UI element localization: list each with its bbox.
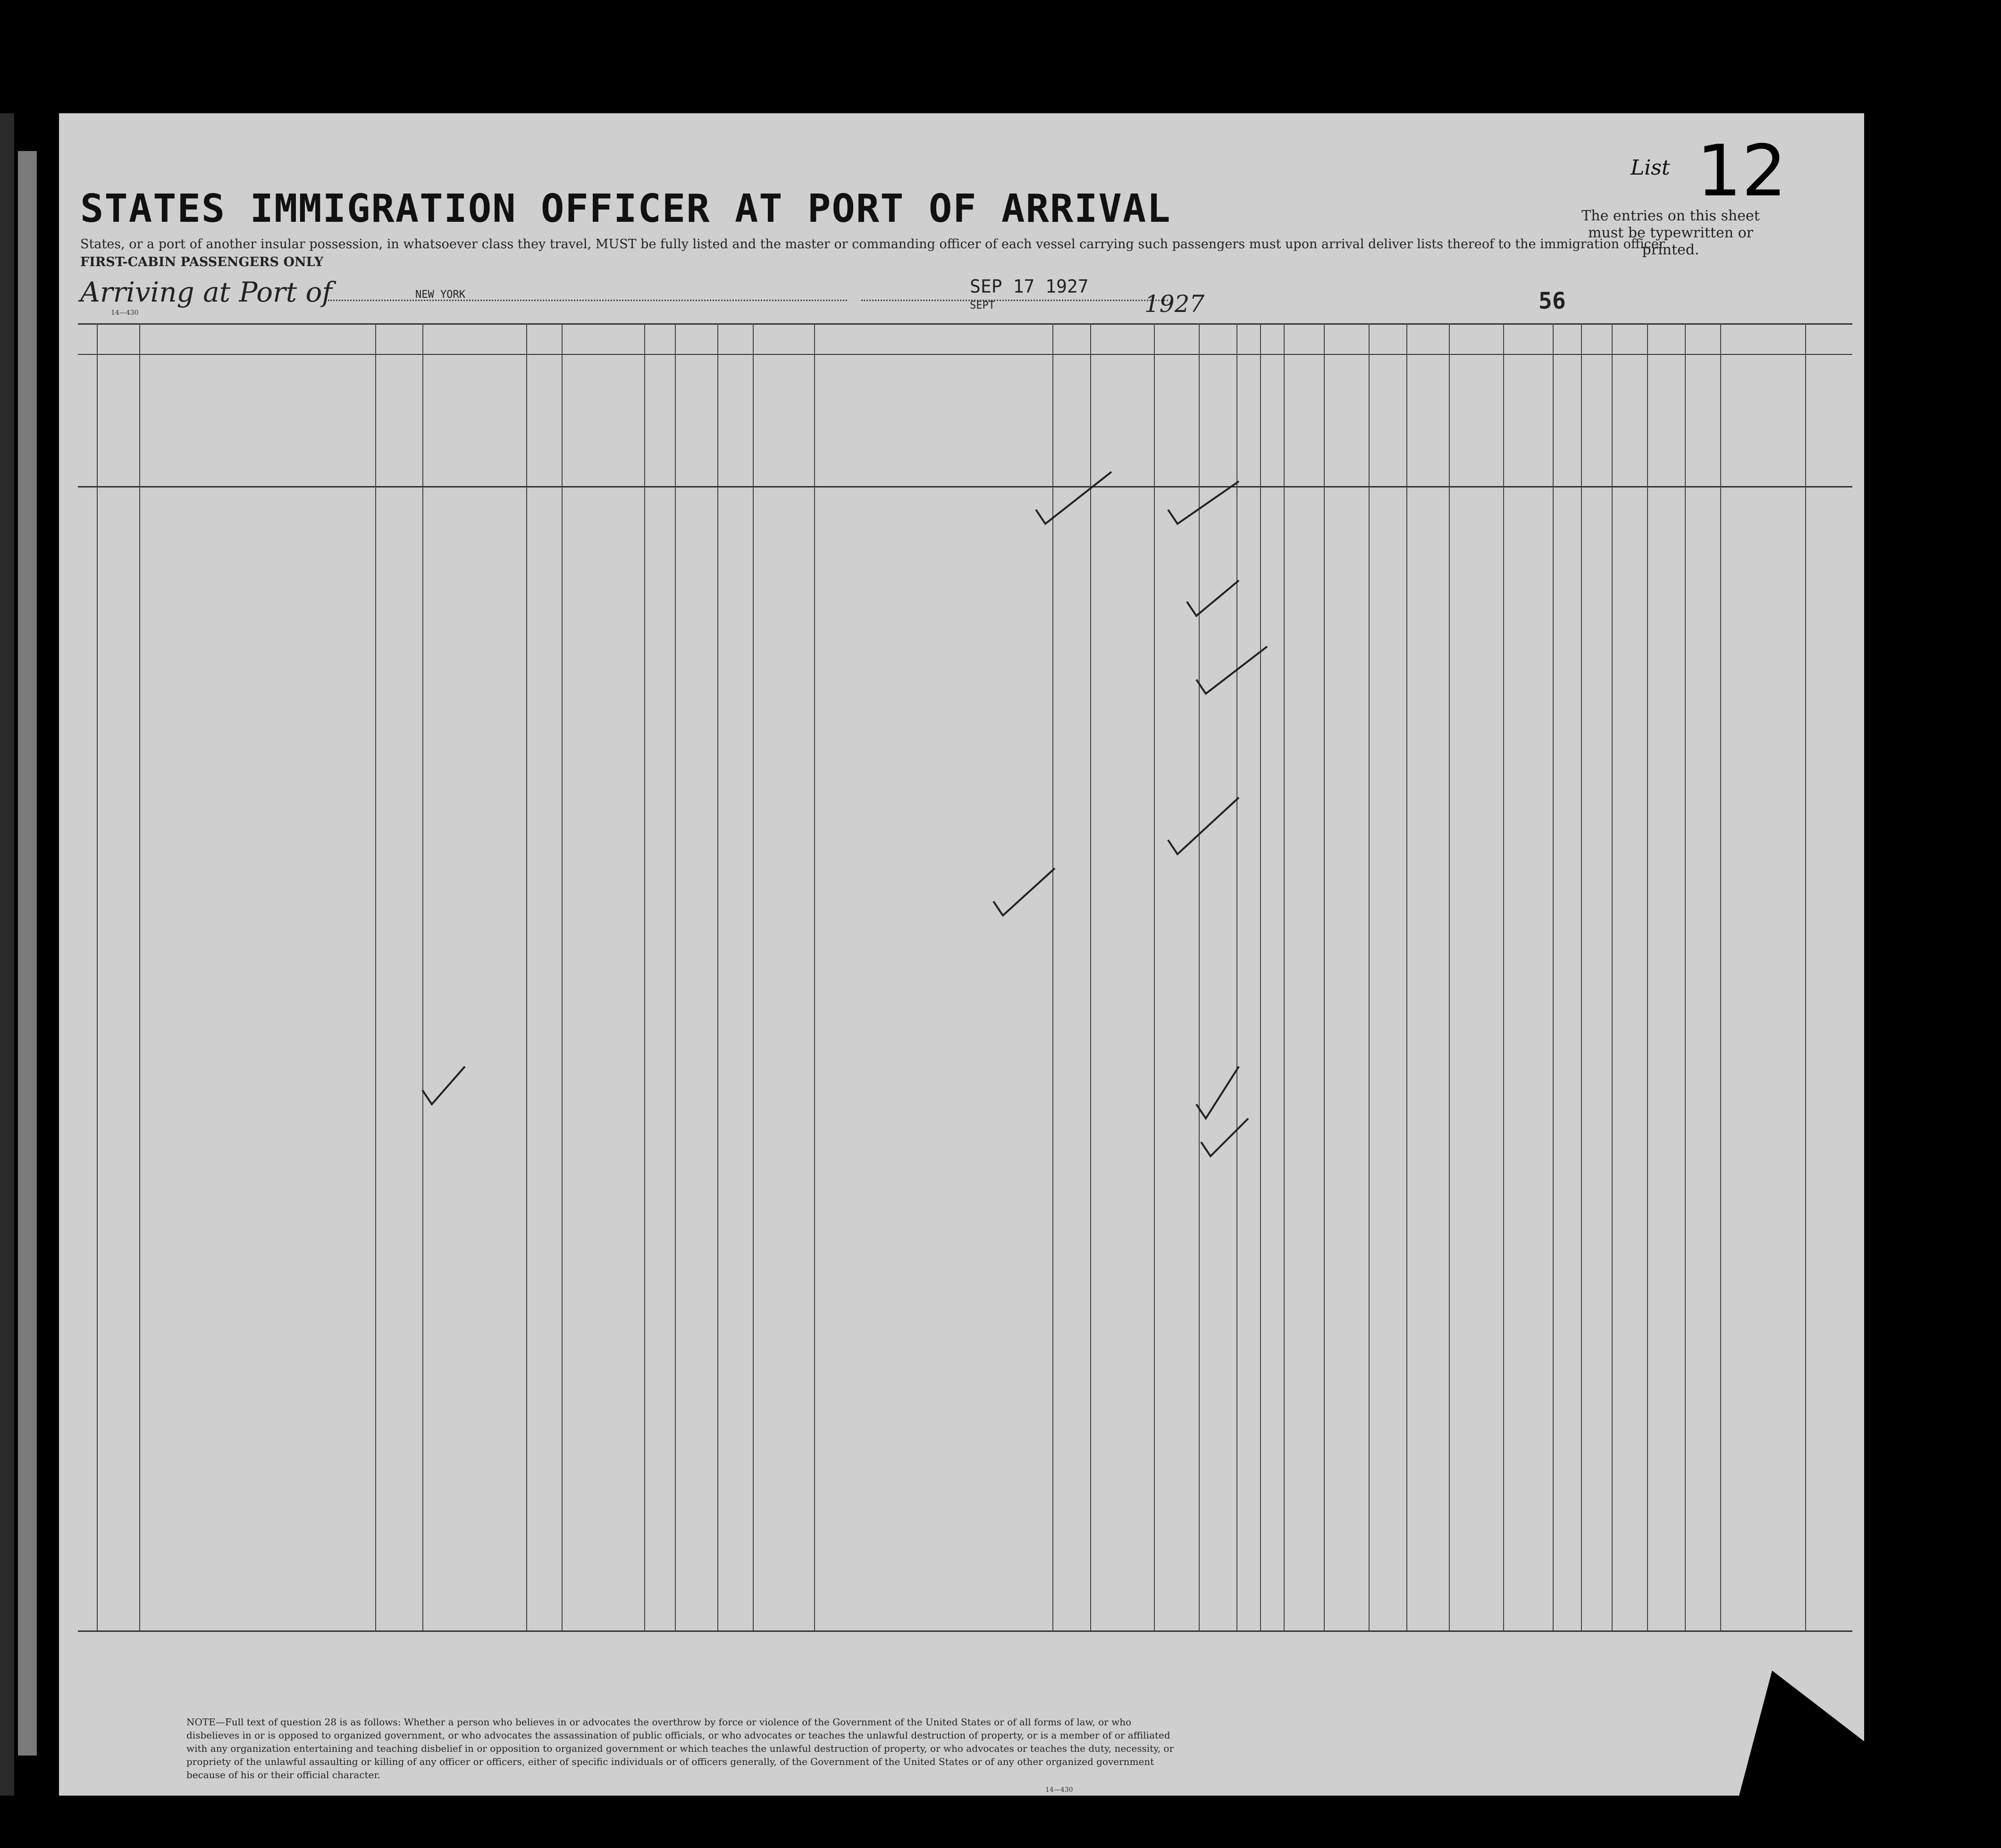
col-divider xyxy=(1720,323,1721,1630)
col-divider xyxy=(1284,323,1285,1630)
col-divider xyxy=(526,323,527,1630)
col-divider xyxy=(1647,323,1648,1630)
check-mark xyxy=(1036,472,1111,524)
form-number: 14—430 xyxy=(111,309,139,317)
col-divider xyxy=(1260,323,1261,1630)
col-divider xyxy=(1324,323,1325,1630)
list-label: List xyxy=(1631,156,1670,180)
year: 1927 xyxy=(1144,290,1205,318)
cabin-class: FIRST-CABIN PASSENGERS ONLY xyxy=(80,255,324,269)
page-edge-left xyxy=(0,113,14,1796)
list-number: 12 xyxy=(1697,130,1787,212)
date-dotline xyxy=(861,300,1168,301)
col-divider xyxy=(1449,323,1450,1630)
col-divider xyxy=(375,323,376,1630)
footnote: NOTE—Full text of question 28 is as follows: Whether a person who believes in or advocates the overthrow by force or violence of the Government of the United States or of all forms of law, or who disbelieves in or is opposed to organized government, or who advocates the assassination of public officials, or who advocates or teaches the unlawful destruction of property, or is a member of or affiliated with any organization entertaining and teaching disbelief in or opposition to organized government or which teaches the unlawful destruction of property, or who advocates or teaches the duty, necessity, or propriety of the unlawful assaulting or killing of any officer or officers, either of specific individuals or of officers generally, of the Government of the United States or of any other organized government because of his or their official character. xyxy=(186,1716,1174,1781)
page-edge-shadow xyxy=(18,151,37,1756)
col-divider xyxy=(1503,323,1504,1630)
col-divider xyxy=(1369,323,1370,1630)
entries-note: The entries on this sheet must be typewritten or printed. xyxy=(1581,208,1760,258)
form-number-bottom: 14—430 xyxy=(1045,1786,1073,1794)
col-divider xyxy=(1090,323,1091,1630)
col-divider xyxy=(1581,323,1582,1630)
col-divider xyxy=(1199,323,1200,1630)
check-mark xyxy=(1196,647,1267,694)
col-divider xyxy=(562,323,563,1630)
col-divider xyxy=(1685,323,1686,1630)
col-divider xyxy=(675,323,676,1630)
rule-top xyxy=(78,323,1852,325)
port-dotline xyxy=(328,300,847,301)
torn-corner xyxy=(1739,1671,1864,1796)
page-number: 56 xyxy=(1539,288,1566,314)
rule-header-bottom xyxy=(78,486,1852,487)
col-divider xyxy=(1805,323,1806,1630)
subtitle: States, or a port of another insular possession, in whatsoever class they travel, MUST be fully listed and the master or commanding officer of each vessel carrying such passengers must upon arrival deliver lists thereof to the immigration officer xyxy=(80,237,1665,252)
col-divider xyxy=(1612,323,1613,1630)
col-divider-22-sub xyxy=(717,420,718,1630)
check-marks xyxy=(59,113,1864,1796)
rule-colnums xyxy=(78,354,1852,355)
col-divider xyxy=(1154,323,1155,1630)
check-mark xyxy=(422,1067,465,1104)
check-mark xyxy=(1201,1118,1248,1156)
date-stamp: SEP 17 1927 xyxy=(970,276,1089,297)
check-mark xyxy=(993,868,1055,916)
port-name: NEW YORK xyxy=(415,289,465,301)
col-divider xyxy=(1553,323,1554,1630)
arriving-label: Arriving at Port of xyxy=(80,276,332,308)
check-mark xyxy=(1168,798,1239,854)
col-divider xyxy=(1406,323,1407,1630)
col-divider xyxy=(1236,323,1237,1630)
page-title: STATES IMMIGRATION OFFICER AT PORT OF ARRIVAL xyxy=(80,186,1171,231)
col-divider xyxy=(814,323,815,1630)
check-mark xyxy=(1168,481,1239,524)
col-divider xyxy=(139,323,140,1630)
col-divider-18-sub xyxy=(422,323,423,1630)
col-divider xyxy=(1052,323,1053,1630)
month-stamp: SEPT xyxy=(970,300,995,311)
col-divider xyxy=(644,323,645,1630)
check-mark xyxy=(1187,580,1239,616)
manifest-sheet xyxy=(59,113,1864,1796)
col-divider xyxy=(97,323,98,1630)
rule-bottom xyxy=(78,1630,1852,1632)
check-mark xyxy=(1196,1067,1239,1118)
col-divider xyxy=(753,323,754,1630)
